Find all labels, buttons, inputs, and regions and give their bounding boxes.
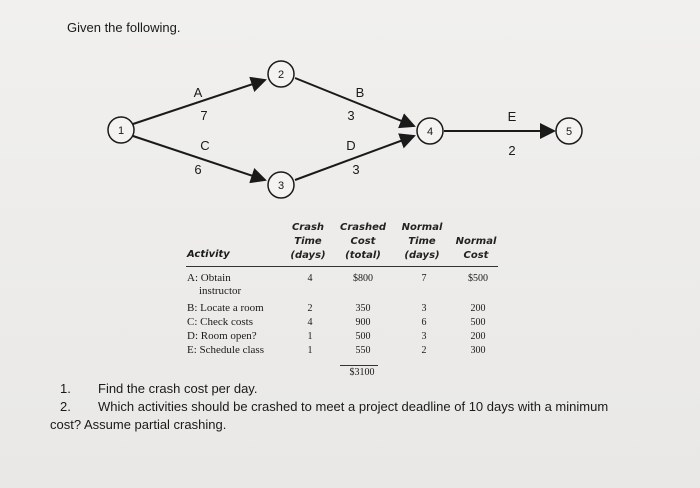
row-d-crash-time: 1 (307, 331, 313, 342)
row-e-normal-cost: 300 (470, 345, 486, 356)
row-e-crash-time: 1 (307, 345, 313, 356)
header-normal-cost: Normal Cost (455, 236, 497, 261)
node-5 (556, 118, 582, 144)
edge-d-duration: 3 (352, 162, 360, 177)
edge-b-activity: B (355, 85, 365, 100)
question-1-number: 1. (60, 381, 71, 396)
svg-text:2: 2 (277, 69, 285, 81)
question-2-number: 2. (60, 399, 71, 414)
row-a-normal-cost: $500 (468, 273, 488, 284)
row-c-activity: C: Check costs (187, 316, 253, 328)
header-crash-time: Crash Time (days) (290, 222, 326, 261)
header-normal-time: Normal Time (days) (401, 222, 443, 261)
row-e-normal-time: 2 (421, 345, 427, 356)
row-a-crashed-cost: $800 (353, 273, 373, 284)
row-b-normal-cost: 200 (470, 303, 486, 314)
row-a-normal-time: 7 (421, 273, 427, 284)
edge-c-duration: 6 (194, 162, 202, 177)
node-2 (268, 61, 294, 87)
row-a-activity: A: Obtain instructor (187, 272, 242, 297)
header-rule (186, 266, 498, 267)
question-1-text: Find the crash cost per day. (98, 381, 258, 396)
node-3 (268, 172, 294, 198)
row-d-crashed-cost: 500 (355, 331, 371, 342)
edge-b-duration: 3 (347, 108, 355, 123)
row-c-crash-time: 4 (307, 317, 313, 328)
svg-text:3: 3 (277, 180, 285, 192)
row-e-crashed-cost: 550 (355, 345, 371, 356)
header-activity: Activity (187, 249, 230, 260)
row-b-normal-time: 3 (421, 303, 427, 314)
total-crashed-cost: $3100 (349, 367, 375, 378)
row-e-activity: E: Schedule class (187, 344, 264, 356)
intro-text: Given the following. (67, 20, 181, 35)
question-2-continuation: cost? Assume partial crashing. (50, 417, 227, 432)
network-diagram (0, 0, 700, 220)
svg-text:1: 1 (117, 125, 125, 137)
row-d-activity: D: Room open? (187, 330, 257, 342)
svg-text:4: 4 (426, 126, 434, 138)
edge-e-activity: E (507, 109, 517, 124)
row-d-normal-cost: 200 (470, 331, 486, 342)
row-b-crash-time: 2 (307, 303, 313, 314)
question-2-text: Which activities should be crashed to meet a project deadline of 10 days with a minimum (98, 399, 609, 414)
edge-e-duration: 2 (508, 143, 516, 158)
row-b-crashed-cost: 350 (355, 303, 371, 314)
row-b-activity: B: Locate a room (187, 302, 264, 314)
row-c-crashed-cost: 900 (355, 317, 371, 328)
svg-text:5: 5 (565, 126, 573, 138)
node-4 (417, 118, 443, 144)
edge-a-duration: 7 (200, 108, 208, 123)
row-a-crash-time: 4 (307, 273, 313, 284)
node-1 (108, 117, 134, 143)
header-crashed-cost: Crashed Cost (total) (339, 222, 387, 261)
row-c-normal-time: 6 (421, 317, 427, 328)
edge-a-activity: A (193, 85, 203, 100)
row-d-normal-time: 3 (421, 331, 427, 342)
edge-d-activity: D (346, 138, 356, 153)
edge-c-activity: C (200, 138, 210, 153)
row-c-normal-cost: 500 (470, 317, 486, 328)
